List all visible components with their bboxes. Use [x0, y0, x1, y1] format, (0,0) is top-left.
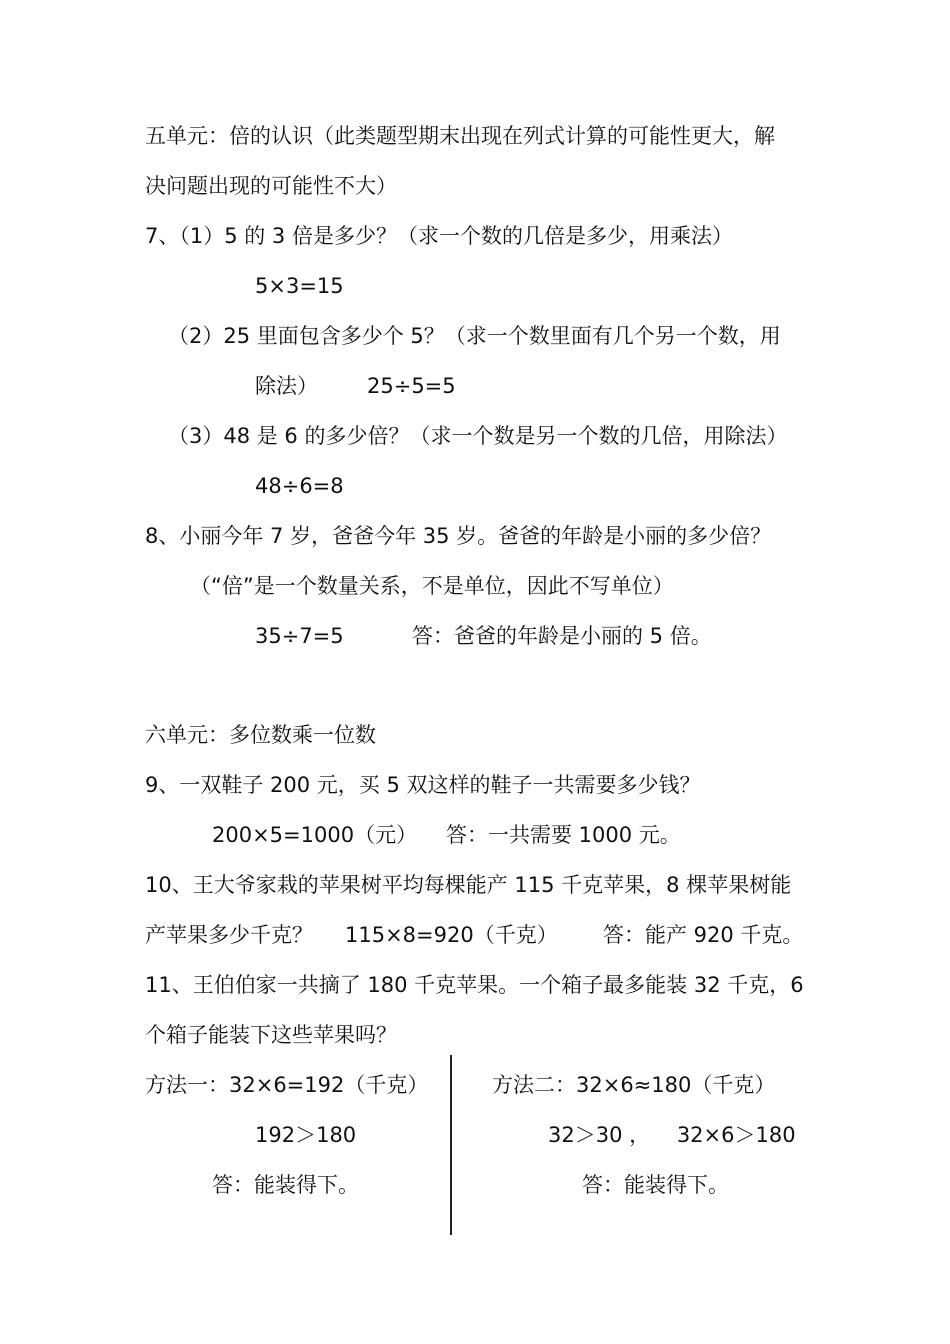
q7-part2-cont: 除法）	[255, 374, 318, 398]
q11-method2-compare: 32＞30 ， 32×6＞180	[548, 1123, 796, 1147]
unit6-heading: 六单元：多位数乘一位数	[145, 723, 376, 747]
q11-method2-calc: 方法二：32×6≈180（千克）	[492, 1073, 776, 1097]
q11-method1-calc: 方法一：32×6=192（千克）	[145, 1073, 429, 1097]
q11-question-line2: 个箱子能装下这些苹果吗？	[145, 1023, 397, 1047]
q8-question: 8、小丽今年 7 岁，爸爸今年 35 岁。爸爸的年龄是小丽的多少倍？	[145, 524, 772, 548]
q8-note: （“倍”是一个数量关系，不是单位，因此不写单位）	[190, 574, 674, 598]
q7-part1-calc: 5×3=15	[255, 274, 344, 298]
q8-calc: 35÷7=5	[255, 624, 344, 648]
q10-question-line2: 产苹果多少千克？	[145, 923, 313, 947]
unit5-heading-line2: 决问题出现的可能性不大）	[145, 174, 397, 198]
q7-part2-calc: 25÷5=5	[367, 374, 456, 398]
unit5-heading-line1: 五单元：倍的认识（此类题型期末出现在列式计算的可能性更大，解	[145, 124, 775, 148]
q10-answer: 答：能产 920 千克。	[603, 923, 804, 947]
q11-question-line1: 11、王伯伯家一共摘了 180 千克苹果。一个箱子最多能装 32 千克，6	[145, 973, 804, 997]
q11-method2-answer: 答：能装得下。	[582, 1173, 729, 1197]
q9-question: 9、一双鞋子 200 元，买 5 双这样的鞋子一共需要多少钱？	[145, 773, 701, 797]
q11-method1-answer: 答：能装得下。	[212, 1173, 359, 1197]
q7-part2: （2）25 里面包含多少个 5？（求一个数里面有几个另一个数，用	[168, 324, 781, 348]
q7-part3: （3）48 是 6 的多少倍？（求一个数是另一个数的几倍，用除法）	[168, 424, 788, 448]
q7-part1: 7、（1）5 的 3 倍是多少？（求一个数的几倍是多少，用乘法）	[145, 224, 733, 248]
q9-calc: 200×5=1000（元）	[212, 823, 418, 847]
q10-calc: 115×8=920（千克）	[345, 923, 558, 947]
q9-answer: 答：一共需要 1000 元。	[446, 823, 681, 847]
q7-part3-calc: 48÷6=8	[255, 474, 344, 498]
q8-answer: 答：爸爸的年龄是小丽的 5 倍。	[412, 624, 712, 648]
q11-method1-compare: 192＞180	[255, 1123, 357, 1147]
methods-divider	[450, 1055, 452, 1235]
q10-question-line1: 10、王大爷家栽的苹果树平均每棵能产 115 千克苹果，8 棵苹果树能	[145, 873, 792, 897]
